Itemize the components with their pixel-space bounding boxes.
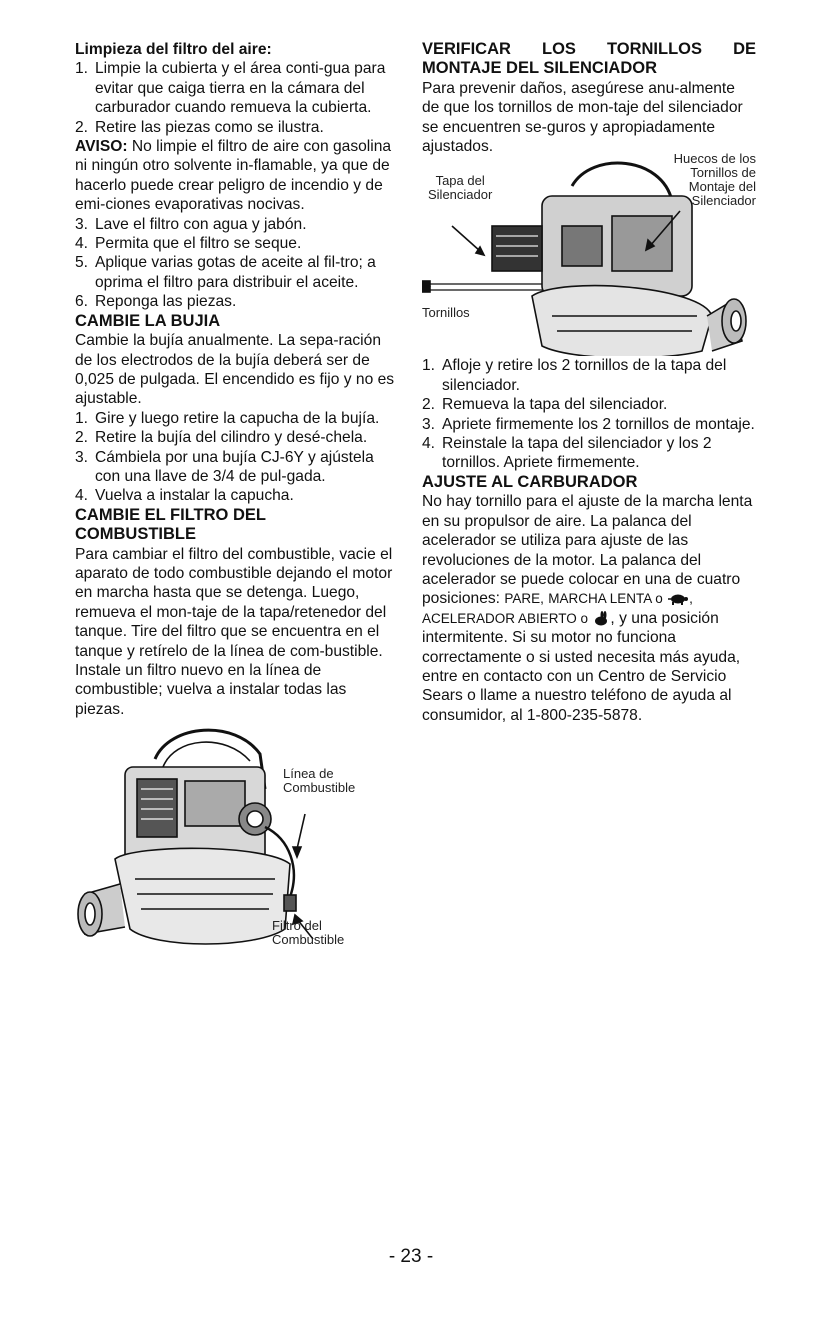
throttle-idle: MARCHA LENTA o xyxy=(548,591,663,607)
air-filter-heading: Limpieza del filtro del aire: xyxy=(75,41,272,58)
list-item: 4. Vuelva a instalar la capucha. xyxy=(75,487,294,505)
fuel-filter-label: Filtro del Combustible xyxy=(272,918,345,948)
list-item: 2. Retire la bujía del cilindro y desé-chela. xyxy=(75,429,368,447)
rabbit-icon xyxy=(592,611,610,627)
muffler-holes-label: Huecos de los Tornillos de Montaje del Silenciador xyxy=(673,151,756,209)
list-item: 1. Gire y luego retire la capucha de la bujía. xyxy=(75,409,380,427)
left-column xyxy=(75,40,397,959)
muffler-text: Para prevenir daños, asegúrese anu-almente de que los tornillos de mon-taje del silenciador se encuentren se-guros y apropiadamente ajustados. xyxy=(422,79,743,156)
list-item: 1. Afloje y retire los 2 tornillos de la tapa del silenciador. xyxy=(422,357,727,394)
list-item: 5. Aplique varias gotas de aceite al fil-tro; a oprima el filtro para distribuir el aceite. xyxy=(75,254,376,291)
notice-label: AVISO: xyxy=(75,138,128,156)
page-number: - 23 - xyxy=(388,1246,434,1267)
fuel-filter-heading: CAMBIE EL FILTRO DEL COMBUSTIBLE xyxy=(75,505,266,544)
screws-label: Tornillos xyxy=(422,305,470,321)
spark-plug-intro: Cambie la bujía anualmente. La sepa-ración de los electrodos de la bujía deberá ser de 0,025 de pulgada. El encendido es fijo y no es ajustable. xyxy=(75,332,395,408)
muffler-cover-label: Tapa del Silenciador xyxy=(428,173,493,203)
list-item: 3. Lave el filtro con agua y jabón. xyxy=(75,215,307,233)
carburetor-heading: AJUSTE AL CARBURADOR xyxy=(422,472,638,491)
list-item: 4. Reinstale la tapa del silenciador y los 2 tornillos. Apriete firmemente. xyxy=(422,435,712,472)
fuel-filter-text: Para cambiar el filtro del combustible, vacie el aparato de todo combustible dejando el motor en marcha hasta que se detenga. Luego, remueva el mon-taje de la tapa/retenedor del tanque. Tire del filtro que se encuentra en el tanque y retírelo de la línea de com-bustible. Instale un filtro nuevo en la línea de combustible; vuelva a instalar todas las piezas. xyxy=(75,545,393,718)
list-item: 2. Remueva la tapa del silenciador. xyxy=(422,396,668,414)
throttle-stop: PARE, xyxy=(504,591,544,607)
list-item: 6. Reponga las piezas. xyxy=(75,293,237,311)
muffler-heading: VERIFICAR LOS TORNILLOS DE MONTAJE DEL SILENCIADOR xyxy=(422,40,756,78)
muffler-figure xyxy=(422,151,756,356)
list-item: 1. Limpie la cubierta y el área conti-gua para evitar que caiga tierra en la cámara del carburador cuando remueva la cubierta. xyxy=(75,60,386,117)
spark-plug-heading: CAMBIE LA BUJIA xyxy=(75,311,221,330)
turtle-icon xyxy=(667,593,689,605)
right-column xyxy=(422,40,756,725)
list-item: 2. Retire las piezas como se ilustra. xyxy=(75,118,324,136)
list-item: 3. Cámbiela por una bujía CJ-6Y y ajústela con una llave de 3/4 de pul-gada. xyxy=(75,448,374,485)
carburetor-text: No hay tornillo para el ajuste de la marcha lenta en su propulsor de aire. La palanca del acelerador se utiliza para ajuste de las revoluciones de la motor. La palanca del acelerador se puede colocar en una de cuatro posiciones: PARE, MARCHA LENTA o , ACELERADOR ABIERTO o , y una posición intermitente. Si su motor no funciona correctamente o si usted necesita más ayuda, entre en contacto con un Centro de Servicio Sears o llame a nuestro teléfono de ayuda al consumidor, al 1-800-235-5878. xyxy=(422,493,753,724)
fuel-filter-figure xyxy=(75,719,397,959)
air-filter-notice: AVISO: No limpie el filtro de aire con gasolina ni ningún otro solvente in-flamable, ya que de hacerlo puede crear peligro de incendio y de emi-ciones evaporativas nocivas. xyxy=(75,138,392,214)
blower-fuel-illustration xyxy=(75,719,397,959)
fuel-line-label: Línea de Combustible xyxy=(283,766,356,796)
list-item: 3. Apriete firmemente los 2 tornillos de montaje. xyxy=(422,415,755,433)
list-item: 4. Permita que el filtro se seque. xyxy=(75,235,302,253)
